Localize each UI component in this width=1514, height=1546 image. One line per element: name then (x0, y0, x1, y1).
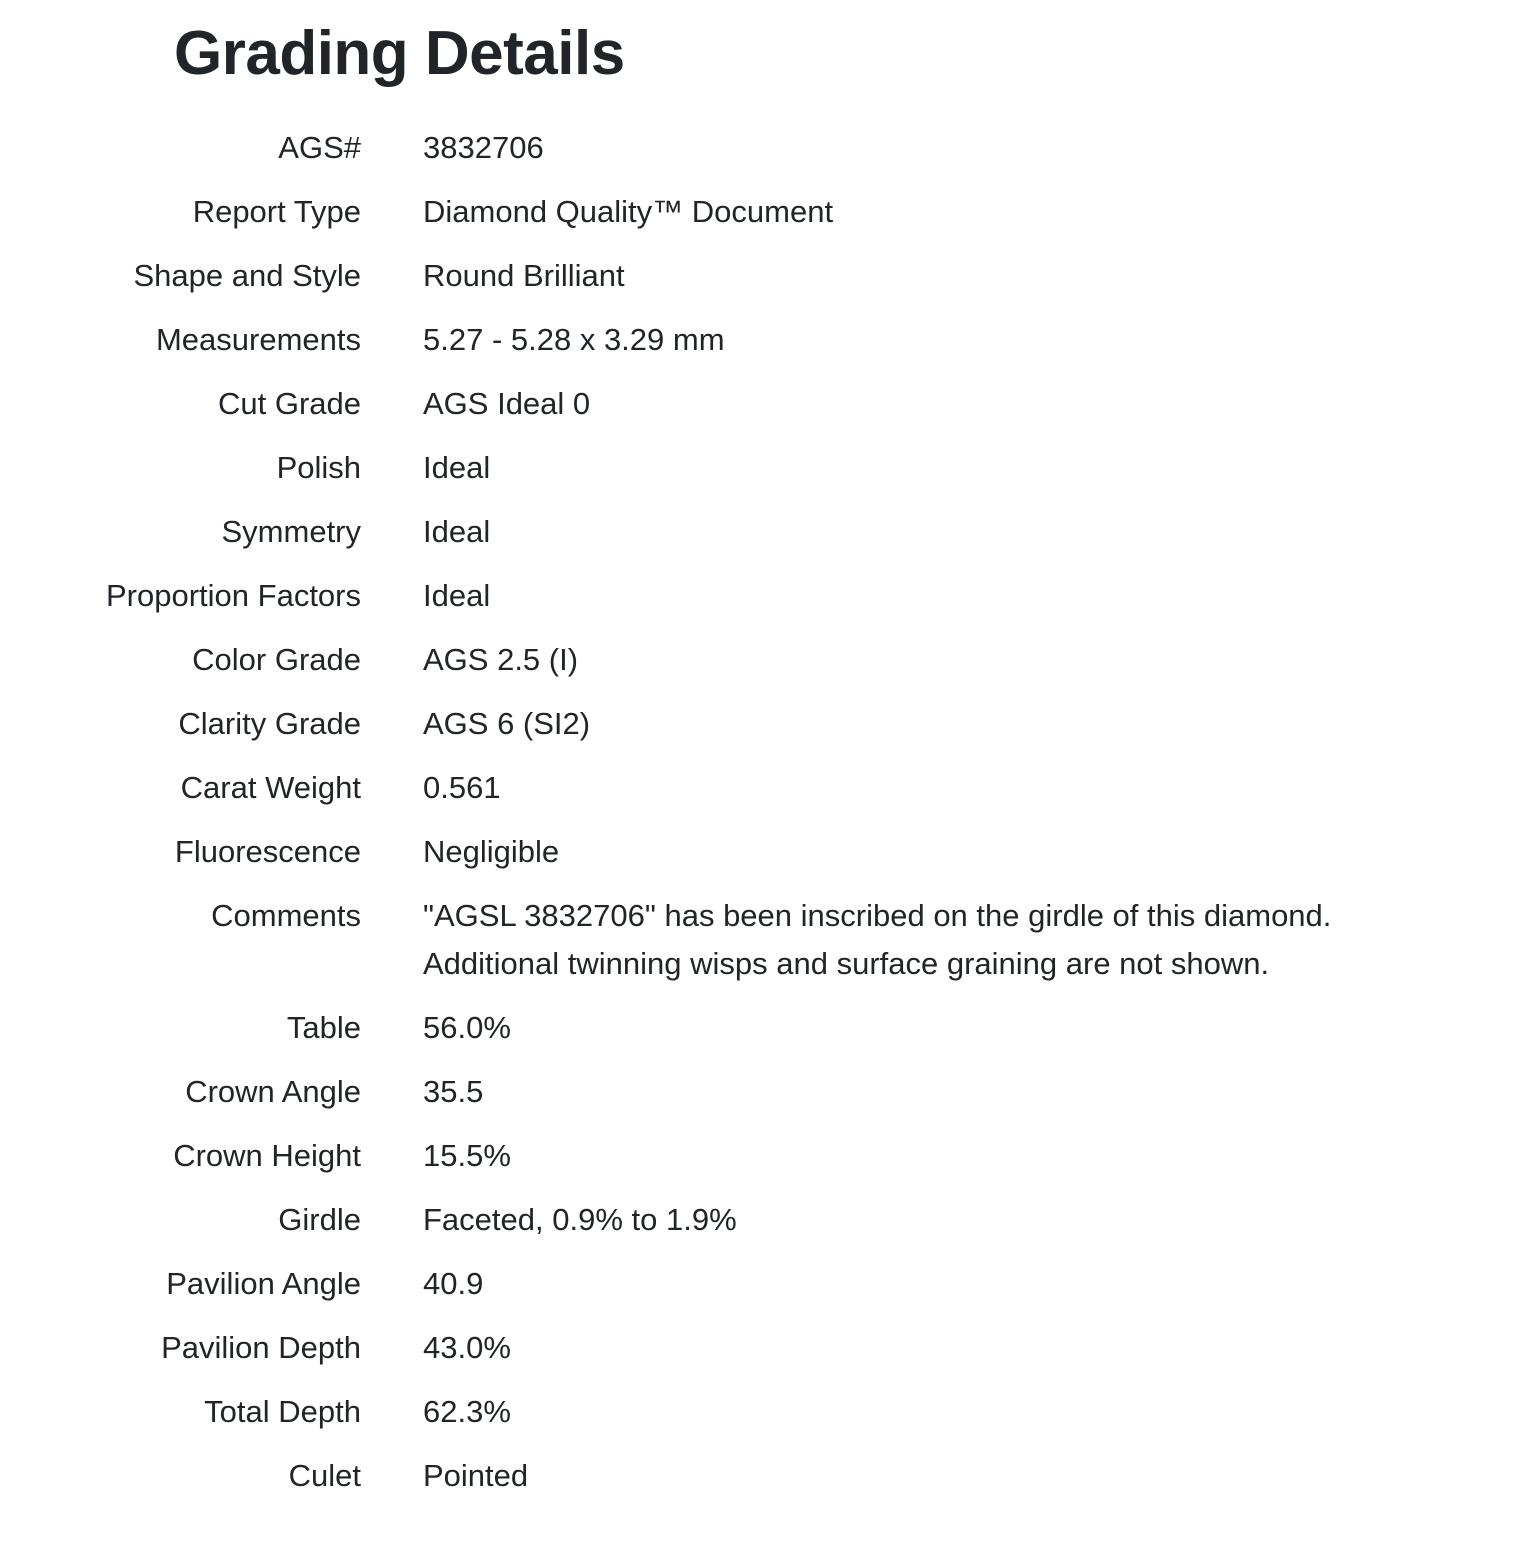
detail-row-shape-and-style (0, 244, 1514, 308)
detail-row-measurements (0, 308, 1514, 372)
detail-value: 35.5 (423, 1074, 484, 1109)
comment-line: "AGSL 3832706" has been inscribed on the girdle of this diamond. (423, 898, 1332, 933)
detail-row-culet (0, 1444, 1514, 1508)
detail-row-symmetry (0, 500, 1514, 564)
detail-row-polish (0, 436, 1514, 500)
detail-row-clarity-grade (0, 692, 1514, 756)
comment-line: Additional twinning wisps and surface graining are not shown. (423, 946, 1270, 981)
detail-label: Symmetry (221, 514, 361, 549)
detail-value: 56.0% (423, 1010, 511, 1045)
detail-value: 40.9 (423, 1266, 484, 1301)
detail-row-comments (0, 884, 1514, 996)
detail-label: Clarity Grade (178, 706, 361, 741)
detail-row-ags-number (0, 116, 1514, 180)
detail-label: Measurements (155, 322, 361, 357)
detail-label: Total Depth (204, 1394, 361, 1429)
detail-label: Report Type (192, 194, 361, 229)
detail-value: 3832706 (423, 130, 544, 165)
detail-value (423, 884, 1443, 996)
detail-label: Shape and Style (133, 258, 361, 293)
detail-row-cut-grade (0, 372, 1514, 436)
grading-details-list (0, 116, 1514, 1508)
detail-row-report-type (0, 180, 1514, 244)
detail-row-crown-angle (0, 1060, 1514, 1124)
detail-value: AGS Ideal 0 (423, 386, 591, 421)
detail-row-pavilion-depth (0, 1316, 1514, 1380)
detail-value: AGS 2.5 (I) (423, 642, 579, 677)
detail-label: Color Grade (192, 642, 361, 677)
detail-value: 0.561 (423, 770, 501, 805)
detail-value: 5.27 - 5.28 x 3.29 mm (423, 322, 725, 357)
detail-value: Round Brilliant (423, 258, 625, 293)
detail-row-girdle (0, 1188, 1514, 1252)
detail-label: Pavilion Depth (161, 1330, 361, 1365)
detail-label: Proportion Factors (106, 578, 361, 613)
detail-value: Negligible (423, 834, 560, 869)
detail-value: 15.5% (423, 1138, 511, 1173)
detail-label: Girdle (278, 1202, 361, 1237)
detail-row-fluorescence (0, 820, 1514, 884)
detail-row-crown-height (0, 1124, 1514, 1188)
page-title: Grading Details (174, 19, 625, 88)
detail-label: Pavilion Angle (166, 1266, 361, 1301)
detail-label: Polish (276, 450, 361, 485)
detail-value: Faceted, 0.9% to 1.9% (423, 1202, 737, 1237)
detail-label: Table (286, 1010, 361, 1045)
detail-value: Ideal (423, 450, 491, 485)
detail-label: Culet (288, 1458, 361, 1493)
detail-label: Crown Angle (185, 1074, 361, 1109)
detail-label: Carat Weight (180, 770, 361, 805)
detail-label: Fluorescence (174, 834, 361, 869)
detail-value: AGS 6 (SI2) (423, 706, 591, 741)
detail-row-color-grade (0, 628, 1514, 692)
detail-value: Diamond Quality™ Document (423, 194, 834, 229)
detail-value: 62.3% (423, 1394, 511, 1429)
detail-label: AGS# (278, 130, 361, 165)
detail-row-pavilion-angle (0, 1252, 1514, 1316)
detail-value: Ideal (423, 514, 491, 549)
detail-row-table (0, 996, 1514, 1060)
detail-value: Pointed (423, 1458, 529, 1493)
detail-label: Comments (211, 898, 361, 933)
detail-label: Cut Grade (217, 386, 361, 421)
detail-label: Crown Height (173, 1138, 361, 1173)
detail-row-carat-weight (0, 756, 1514, 820)
detail-value: Ideal (423, 578, 491, 613)
detail-value: 43.0% (423, 1330, 511, 1365)
detail-row-total-depth (0, 1380, 1514, 1444)
detail-row-proportion-factors (0, 564, 1514, 628)
